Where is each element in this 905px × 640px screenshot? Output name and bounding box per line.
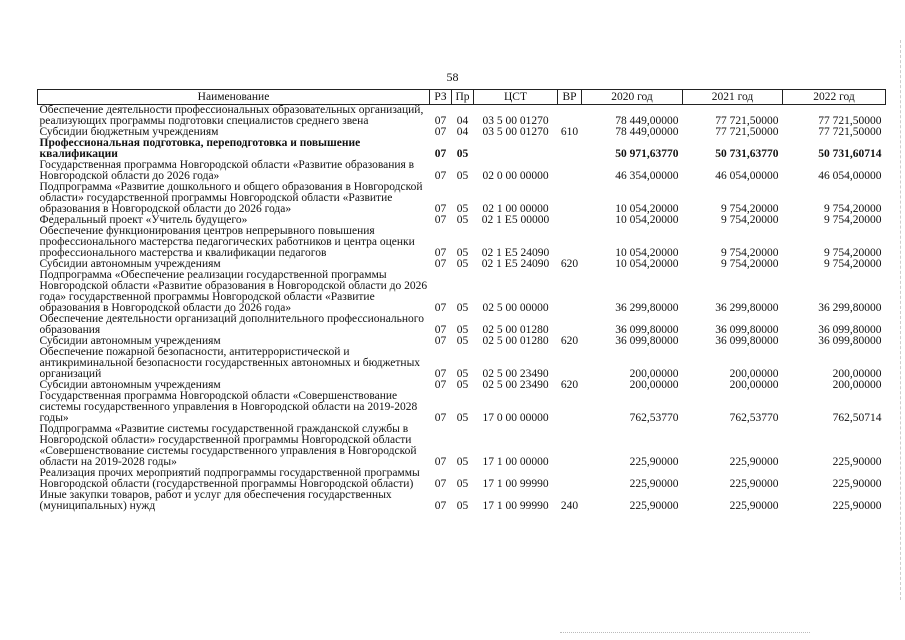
- cell-name: Обеспечение пожарной безопасности, антитеррористической и антикриминальной безопасности государственных автономных и бюджетных организаций: [39, 346, 421, 380]
- cell-vr: 620: [560, 379, 579, 391]
- cell-y2022: 9 754,20000: [824, 258, 882, 270]
- cell-name: Иные закупки товаров, работ и услуг для обеспечения государственных (муниципальных) нужд: [39, 489, 392, 512]
- cell-y2022: 9 754,20000: [824, 203, 882, 215]
- cell-rz: 07: [434, 115, 447, 127]
- cell-vr: [558, 215, 582, 226]
- cell-y2021: 225,90000: [729, 500, 779, 512]
- cell-y2020: 10 054,20000: [615, 203, 679, 215]
- cell-cst: 17 1 00 00000: [482, 456, 549, 468]
- cell-vr: [558, 160, 582, 182]
- cell-vr: [558, 182, 582, 215]
- cell-y2021: 9 754,20000: [721, 258, 779, 270]
- cell-cst: 17 1 00 99990: [482, 478, 549, 490]
- cell-name: Субсидии автономным учреждениям: [39, 379, 221, 391]
- table-body: [38, 105, 886, 513]
- scan-edge-line: [900, 40, 901, 600]
- cell-cst: 02 5 00 01280: [482, 335, 549, 347]
- cell-y2020: 36 099,80000: [615, 324, 679, 336]
- cell-y2020: 225,90000: [629, 478, 679, 490]
- cell-y2022: 77 721,50000: [818, 126, 882, 138]
- cell-y2021: 200,00000: [729, 379, 779, 391]
- cell-y2020: 78 449,00000: [615, 126, 679, 138]
- cell-vr: [558, 424, 582, 468]
- cell-rz: 07: [434, 247, 447, 259]
- cell-pr: 04: [456, 126, 469, 138]
- cell-y2020: 10 054,20000: [615, 258, 679, 270]
- cell-y2020: 50 971,63770: [615, 148, 679, 160]
- cell-cst: 17 1 00 99990: [482, 500, 549, 512]
- cell-vr: [558, 468, 582, 490]
- page-number: 58: [446, 70, 459, 84]
- header-rz: РЗ: [430, 90, 452, 105]
- table-row: [38, 226, 886, 259]
- cell-name: Государственная программа Новгородской области «Развитие образования в Новгородской области до 2026 года»: [39, 159, 415, 182]
- cell-vr: 620: [560, 335, 579, 347]
- cell-y2020: 225,90000: [629, 500, 679, 512]
- cell-rz: 07: [434, 324, 447, 336]
- scan-artifact-line: [560, 632, 810, 633]
- table-row: [38, 490, 886, 512]
- header-2021: 2021 год: [683, 90, 783, 105]
- cell-name: Профессиональная подготовка, переподготовка и повышение квалификации: [39, 137, 361, 160]
- cell-rz: 07: [434, 478, 447, 490]
- cell-rz: 07: [434, 379, 447, 391]
- table-row: [38, 468, 886, 490]
- cell-y2021: 36 099,80000: [715, 335, 779, 347]
- table-row: [38, 347, 886, 380]
- cell-vr: [558, 226, 582, 259]
- table-row: [38, 314, 886, 336]
- cell-rz: 07: [434, 258, 447, 270]
- cell-name: Подпрограмма «Развитие системы государственной гражданской службы в Новгородской области» государственной программы Новгородской области «Совершенствование системы государственного управления в Новгородской области на 2019-2028 годы»: [39, 423, 417, 468]
- cell-y2022: 225,90000: [832, 500, 882, 512]
- cell-y2022: 9 754,20000: [824, 214, 882, 226]
- cell-name: Обеспечение деятельности профессиональных образовательных организаций, реализующих программы подготовки специалистов среднего звена: [39, 104, 424, 127]
- cell-y2021: 9 754,20000: [721, 214, 779, 226]
- cell-rz: 07: [434, 500, 447, 512]
- cell-y2020: 10 054,20000: [615, 214, 679, 226]
- cell-y2020: 36 099,80000: [615, 335, 679, 347]
- cell-y2021: 225,90000: [729, 456, 779, 468]
- cell-pr: 05: [456, 214, 469, 226]
- cell-vr: [558, 314, 582, 336]
- cell-y2022: 77 721,50000: [818, 115, 882, 127]
- cell-rz: 07: [434, 214, 447, 226]
- cell-y2021: 762,53770: [729, 412, 779, 424]
- cell-rz: 07: [434, 302, 447, 314]
- cell-y2020: 200,00000: [629, 379, 679, 391]
- cell-cst: 02 5 00 01280: [482, 324, 549, 336]
- cell-pr: 05: [456, 170, 469, 182]
- cell-vr: 240: [560, 500, 579, 512]
- cell-y2021: 9 754,20000: [721, 247, 779, 259]
- cell-vr: 610: [560, 126, 579, 138]
- cell-y2022: 36 299,80000: [818, 302, 882, 314]
- cell-name: Подпрограмма «Обеспечение реализации государственной программы Новгородской области «Развитие образования в Новгородской области до 2026 года» государственной программы Новгородской области «Развитие образования в Новгородской области до 2026 года»: [39, 269, 428, 314]
- cell-rz: 07: [434, 456, 447, 468]
- cell-pr: 05: [456, 456, 469, 468]
- cell-name: Субсидии автономным учреждениям: [39, 258, 221, 270]
- cell-cst: 02 1 Е5 24090: [481, 258, 550, 270]
- table-row: [38, 160, 886, 182]
- cell-name: Обеспечение функционирования центров непрерывного повышения профессионального мастерства педагогических работников и центра оценки профессионального мастерства и квалификации педагогов: [39, 225, 415, 259]
- table-header-row: [38, 90, 886, 105]
- table-row: [38, 424, 886, 468]
- cell-y2020: 762,53770: [629, 412, 679, 424]
- cell-rz: 07: [434, 368, 447, 380]
- table-row: [38, 105, 886, 128]
- cell-vr: [558, 270, 582, 314]
- cell-y2022: 762,50714: [832, 412, 882, 424]
- cell-y2022: 225,90000: [832, 478, 882, 490]
- cell-pr: 05: [456, 335, 469, 347]
- cell-name: Федеральный проект «Учитель будущего»: [39, 214, 248, 226]
- cell-name: Реализация прочих мероприятий подпрограммы государственной программы Новгородской области (государственной программы Новгородской области): [39, 467, 420, 490]
- table-row: [38, 270, 886, 314]
- cell-y2021: 9 754,20000: [721, 203, 779, 215]
- cell-y2020: 78 449,00000: [615, 115, 679, 127]
- cell-name: Государственная программа Новгородской области «Совершенствование системы государственного управления в Новгородской области на 2019-2028 годы»: [39, 390, 418, 424]
- cell-cst: 03 5 00 01270: [482, 115, 549, 127]
- cell-y2021: 225,90000: [729, 478, 779, 490]
- budget-table: [37, 89, 886, 512]
- header-name: Наименование: [38, 90, 430, 105]
- cell-pr: 05: [456, 324, 469, 336]
- cell-cst: 02 5 00 00000: [482, 302, 549, 314]
- header-cst: ЦСТ: [474, 90, 558, 105]
- cell-cst: 02 5 00 23490: [482, 379, 549, 391]
- cell-y2021: 50 731,63770: [715, 148, 779, 160]
- cell-y2020: 46 354,00000: [615, 170, 679, 182]
- cell-y2020: 200,00000: [629, 368, 679, 380]
- cell-pr: 05: [456, 258, 469, 270]
- cell-cst: 02 1 Е5 24090: [481, 247, 550, 259]
- cell-pr: 05: [456, 500, 469, 512]
- cell-y2021: 36 299,80000: [715, 302, 779, 314]
- cell-rz: 07: [434, 412, 447, 424]
- cell-y2022: 200,00000: [832, 368, 882, 380]
- cell-vr: [558, 391, 582, 424]
- header-vr: ВР: [558, 90, 582, 105]
- header-2020: 2020 год: [582, 90, 683, 105]
- cell-pr: 04: [456, 115, 469, 127]
- cell-pr: 05: [456, 247, 469, 259]
- cell-pr: 05: [456, 478, 469, 490]
- cell-name: Подпрограмма «Развитие дошкольного и общего образования в Новгородской области» государственной программы Новгородской области «Развитие образования в Новгородской области до 2026 года»: [39, 181, 423, 215]
- cell-y2020: 225,90000: [629, 456, 679, 468]
- header-2022: 2022 год: [783, 90, 886, 105]
- cell-y2021: 200,00000: [729, 368, 779, 380]
- cell-y2022: 36 099,80000: [818, 324, 882, 336]
- cell-rz: 07: [434, 170, 447, 182]
- cell-y2022: 46 054,00000: [818, 170, 882, 182]
- table-row: [38, 391, 886, 424]
- table-row: [38, 182, 886, 215]
- cell-name: Субсидии бюджетным учреждениям: [39, 126, 219, 138]
- cell-cst: [474, 138, 558, 160]
- cell-cst: 17 0 00 00000: [482, 412, 549, 424]
- cell-y2020: 10 054,20000: [615, 247, 679, 259]
- cell-y2022: 50 731,60714: [818, 148, 882, 160]
- cell-y2022: 9 754,20000: [824, 247, 882, 259]
- cell-pr: 05: [456, 203, 469, 215]
- cell-pr: 05: [456, 148, 469, 160]
- cell-rz: 07: [434, 148, 447, 160]
- cell-y2022: 200,00000: [832, 379, 882, 391]
- cell-vr: 620: [560, 258, 579, 270]
- cell-name: Обеспечение деятельности организаций дополнительного профессионального образования: [39, 313, 424, 336]
- cell-y2020: 36 299,80000: [615, 302, 679, 314]
- cell-rz: 07: [434, 203, 447, 215]
- cell-cst: 03 5 00 01270: [482, 126, 549, 138]
- cell-y2021: 36 099,80000: [715, 324, 779, 336]
- cell-rz: 07: [434, 335, 447, 347]
- cell-pr: 05: [456, 412, 469, 424]
- cell-y2022: 36 099,80000: [818, 335, 882, 347]
- cell-cst: 02 1 00 00000: [482, 203, 549, 215]
- cell-y2021: 77 721,50000: [715, 115, 779, 127]
- cell-name: Субсидии автономным учреждениям: [39, 335, 221, 347]
- cell-cst: 02 5 00 23490: [482, 368, 549, 380]
- cell-pr: 05: [456, 379, 469, 391]
- header-pr: Пр: [452, 90, 474, 105]
- cell-cst: 02 1 Е5 00000: [481, 214, 550, 226]
- cell-pr: 05: [456, 302, 469, 314]
- cell-vr: [558, 138, 582, 160]
- cell-pr: 05: [456, 368, 469, 380]
- table-row: [38, 138, 886, 160]
- cell-y2021: 77 721,50000: [715, 126, 779, 138]
- cell-y2021: 46 054,00000: [715, 170, 779, 182]
- cell-vr: [558, 105, 582, 128]
- cell-rz: 07: [434, 126, 447, 138]
- cell-vr: [558, 347, 582, 380]
- cell-cst: 02 0 00 00000: [482, 170, 549, 182]
- cell-y2022: 225,90000: [832, 456, 882, 468]
